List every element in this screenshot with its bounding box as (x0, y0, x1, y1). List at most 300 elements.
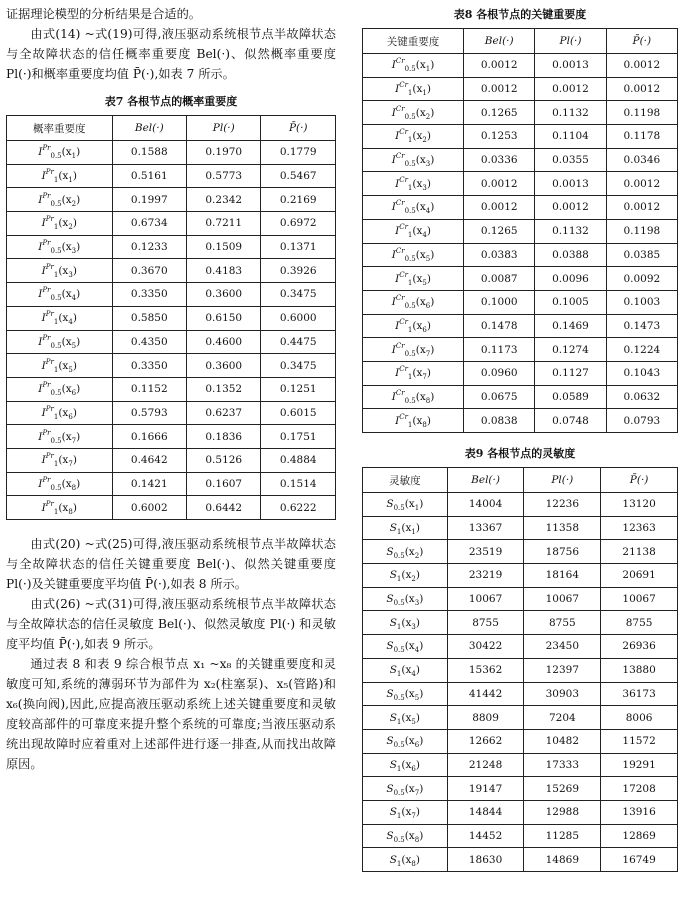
table7-header-cell: Pl(·) (187, 116, 261, 141)
table7-label-arg: (x (61, 146, 72, 159)
table9-label-sym: S (389, 664, 397, 677)
table7-label-sup: Pr (45, 404, 54, 413)
table8-label-close-paren: ) (430, 343, 435, 356)
table8-label-cell (363, 196, 464, 220)
table8-value-cell: 0.0748 (535, 409, 606, 433)
table9-value-cell: 26936 (601, 635, 678, 659)
table7-value-cell: 0.3350 (112, 354, 186, 378)
table7-value-cell: 0.5773 (187, 164, 261, 188)
table7-value-cell: 0.5126 (187, 448, 261, 472)
table8-label-sub: 0.5 (404, 207, 416, 216)
table9-label-argsub: 3 (411, 622, 416, 631)
table9-label-cell (363, 729, 448, 753)
table9-label-sub: 1 (396, 812, 402, 821)
table7-label-argsub: 8 (71, 483, 77, 492)
table7-label-sup: Pr (42, 333, 51, 342)
table7-label-arg: (x (58, 217, 69, 230)
paragraph-1: 证据理论模型的分析结果是合适的。 (6, 7, 201, 21)
table8-value-cell: 0.0385 (606, 243, 677, 267)
table8-label-cell (363, 54, 464, 78)
table8-label-cell (363, 290, 464, 314)
paragraph-4: 由式(26) ~式(31)可得,液压驱动系统根节点半故障状态与全故障状态的信任灵敏度 Bel(·)、似然灵敏度 Pl(·) 和灵敏度平均值 P̄(·),如表 9 所示。 (6, 597, 336, 651)
table7-value-cell: 0.2342 (187, 188, 261, 212)
table8-label-cell (363, 101, 464, 125)
table8-label-sup: Cr (395, 341, 405, 350)
table7-value-cell: 0.3475 (261, 283, 336, 307)
table9-value-cell: 13880 (601, 658, 678, 682)
table7-value-cell: 0.4642 (112, 448, 186, 472)
table8-label-close-paren: ) (430, 248, 435, 261)
table9-value-cell: 21248 (447, 753, 524, 777)
table8-label-close-paren: ) (426, 225, 431, 238)
table8-label-argsub: 8 (422, 420, 427, 429)
table8-label-close-paren: ) (426, 130, 431, 143)
table8-label-sub: 1 (407, 136, 413, 145)
table9-label-close-paren: ) (419, 735, 424, 748)
table7 (6, 115, 336, 520)
table9-value-cell: 7204 (524, 706, 601, 730)
table7-value-cell: 0.6000 (261, 306, 336, 330)
table8-label-arg: (x (415, 248, 426, 261)
table8-label-sup: Cr (399, 175, 408, 184)
table9-label-close-paren: ) (415, 853, 420, 866)
table9-label-cell (363, 848, 448, 872)
table8-value-cell: 0.1132 (535, 101, 606, 125)
table8-row (363, 361, 678, 385)
table8-label-argsub: 1 (425, 65, 431, 74)
table7-value-cell: 0.3475 (261, 354, 336, 378)
table7-value-cell: 0.1251 (261, 377, 336, 401)
table9-value-cell: 30903 (524, 682, 601, 706)
right-column (362, 4, 678, 872)
table8-value-cell: 0.1198 (606, 219, 677, 243)
left-column (6, 4, 336, 774)
table7-label-sup: Pr (45, 168, 54, 177)
table7-value-cell: 0.6972 (261, 212, 336, 236)
table7-label-sub: 1 (53, 223, 59, 232)
table8-label-sub: 1 (407, 278, 413, 287)
table8-label-close-paren: ) (426, 319, 431, 332)
table7-row (7, 306, 336, 330)
table9-label-arg: (x (401, 711, 412, 724)
table7-value-cell: 0.6237 (187, 401, 261, 425)
table8-label-sym: I (391, 390, 396, 403)
table8-value-cell: 0.0012 (464, 196, 535, 220)
table8-value-cell: 0.1274 (535, 338, 606, 362)
table8-label-cell (363, 409, 464, 433)
table7-label-cell (7, 164, 113, 188)
table8-value-cell: 0.1005 (535, 290, 606, 314)
table8-label-close-paren: ) (430, 106, 435, 119)
table7-label-close-paren: ) (76, 193, 81, 206)
table9-row (363, 682, 678, 706)
table9-label-sym: S (389, 711, 397, 724)
table8-value-cell: 0.0012 (464, 77, 535, 101)
table9-value-cell: 8755 (447, 611, 524, 635)
table7-label-cell (7, 283, 113, 307)
table7-row (7, 401, 336, 425)
table7-row (7, 354, 336, 378)
table8-header-cell: P̄(·) (606, 29, 677, 54)
table9-label-sym: S (386, 829, 394, 842)
table9-value-cell: 30422 (447, 635, 524, 659)
table8-label-argsub: 7 (425, 349, 431, 358)
table9-value-cell: 8006 (601, 706, 678, 730)
paragraph-5: 通过表 8 和表 9 综合根节点 x₁ ~x₈ 的关键重要度和灵敏度可知,系统的薄弱环节为部件为 x₂(柱塞泵)、x₅(管路)和 x₆(换向阀),因此,应提高液压驱动系统上述关键重要度和灵敏度较高部件的可靠度来提升整个系统的可靠度;当液压驱动系统出现故障时应着重对上述部件进行逐一排查,从而找出故障原因。 (6, 657, 336, 771)
table9-value-cell: 14844 (447, 800, 524, 824)
table8-row (363, 101, 678, 125)
table8-label-arg: (x (412, 225, 423, 238)
table9-label-sub: 1 (396, 670, 402, 679)
table8-value-cell: 0.1478 (464, 314, 535, 338)
table8-label-sym: I (391, 296, 396, 309)
table9-value-cell: 16749 (601, 848, 678, 872)
table9-value-cell: 36173 (601, 682, 678, 706)
table8-label-sup: Cr (395, 294, 405, 303)
table9-value-cell: 10067 (601, 587, 678, 611)
table8-row (363, 267, 678, 291)
table8-header-cell: 关键重要度 (363, 29, 464, 54)
table7-label-sub: 1 (53, 507, 59, 516)
table8-header-row (363, 29, 678, 54)
table8-row (363, 54, 678, 78)
table8-label-arg: (x (415, 59, 426, 72)
table9-value-cell: 10067 (447, 587, 524, 611)
table9-value-cell: 10482 (524, 729, 601, 753)
table7-label-argsub: 7 (68, 460, 73, 469)
table8-label-sym: I (395, 225, 400, 238)
table9-row (363, 753, 678, 777)
table9-label-arg: (x (404, 498, 415, 511)
table7-value-cell: 0.1352 (187, 377, 261, 401)
table7-value-cell: 0.1233 (112, 235, 186, 259)
table9-value-cell: 23519 (447, 540, 524, 564)
table7-value-cell: 0.1371 (261, 235, 336, 259)
table8-row (363, 409, 678, 433)
table9-value-cell: 8755 (524, 611, 601, 635)
table9-label-cell (363, 777, 448, 801)
table7-value-cell: 0.1751 (261, 425, 336, 449)
table8-label-cell (363, 243, 464, 267)
table7-value-cell: 0.6015 (261, 401, 336, 425)
table8-row (363, 338, 678, 362)
table9-value-cell: 11572 (601, 729, 678, 753)
table8-label-sym: I (395, 414, 400, 427)
table9-label-sub: 1 (396, 528, 402, 537)
table8-label-arg: (x (415, 201, 426, 214)
table7-label-arg: (x (61, 193, 72, 206)
table7-value-cell: 0.5793 (112, 401, 186, 425)
table9-value-cell: 12869 (601, 824, 678, 848)
table8-label-argsub: 8 (425, 396, 431, 405)
table7-label-sym: I (38, 241, 43, 254)
table8-label-argsub: 3 (422, 183, 427, 192)
table9-label-cell (363, 682, 448, 706)
table9-header-cell: 灵敏度 (363, 468, 448, 493)
table7-value-cell: 0.1152 (112, 377, 186, 401)
table9-label-argsub: 8 (414, 835, 420, 844)
table8-row (363, 290, 678, 314)
table9-label-argsub: 7 (411, 812, 416, 821)
table7-label-arg: (x (61, 335, 72, 348)
table8-label-cell (363, 148, 464, 172)
table8-label-arg: (x (412, 177, 423, 190)
table8-label-sub: 0.5 (404, 396, 416, 405)
table7-row (7, 235, 336, 259)
table9-label-argsub: 2 (411, 575, 416, 584)
table7-value-cell: 0.3926 (261, 259, 336, 283)
table8-label-argsub: 6 (425, 302, 431, 311)
table9-header-cell: Pl(·) (524, 468, 601, 493)
table7-label-sub: 1 (53, 318, 59, 327)
table7-label-argsub: 6 (71, 389, 77, 398)
table7-row (7, 188, 336, 212)
table9-label-sub: 0.5 (393, 788, 405, 797)
table8-row (363, 314, 678, 338)
table7-value-cell: 0.7211 (187, 212, 261, 236)
table7-label-sup: Pr (45, 262, 54, 271)
table8-label-cell (363, 125, 464, 149)
table8-value-cell: 0.0012 (535, 77, 606, 101)
table9-label-cell (363, 800, 448, 824)
table9-label-sub: 0.5 (393, 835, 405, 844)
table8-label-sub: 0.5 (404, 349, 416, 358)
table7-label-sup: Pr (42, 381, 51, 390)
table8-value-cell: 0.1178 (606, 125, 677, 149)
table8-value-cell: 0.0960 (464, 361, 535, 385)
table7-value-cell: 0.1970 (187, 141, 261, 165)
table7-label-arg: (x (58, 312, 69, 325)
table9-label-arg: (x (404, 687, 415, 700)
table8-label-argsub: 6 (422, 325, 427, 334)
table9-header-cell: Bel(·) (447, 468, 524, 493)
table7-label-sub: 0.5 (50, 247, 62, 256)
table8-label-argsub: 3 (425, 160, 431, 169)
table9-label-sub: 1 (396, 622, 402, 631)
table8-label-arg: (x (412, 319, 423, 332)
table9-label-arg: (x (401, 853, 412, 866)
table8-value-cell: 0.0355 (535, 148, 606, 172)
table7-header-cell: P̄(·) (261, 116, 336, 141)
table8-label-close-paren: ) (430, 201, 435, 214)
table8-value-cell: 0.1003 (606, 290, 677, 314)
table7-row (7, 164, 336, 188)
table7-value-cell: 0.6002 (112, 496, 186, 520)
table7-label-cell (7, 448, 113, 472)
table8-label-cell (363, 314, 464, 338)
table7-label-sym: I (41, 170, 46, 183)
table7-label-sup: Pr (45, 452, 54, 461)
table7-label-argsub: 8 (68, 507, 73, 516)
table9-label-arg: (x (401, 522, 412, 535)
table9-label-close-paren: ) (415, 664, 420, 677)
table8-label-close-paren: ) (430, 296, 435, 309)
table9-label-close-paren: ) (415, 806, 420, 819)
table7-header-cell: Bel(·) (112, 116, 186, 141)
table8-label-argsub: 2 (422, 136, 427, 145)
table8-label-sup: Cr (395, 388, 405, 397)
table7-label-sym: I (41, 312, 46, 325)
table7-label-cell (7, 188, 113, 212)
table8-value-cell: 0.0013 (535, 172, 606, 196)
table9-label-cell (363, 540, 448, 564)
table7-label-sub: 0.5 (50, 341, 62, 350)
table9-label-cell (363, 706, 448, 730)
table9-label-sub: 1 (396, 859, 402, 868)
table7-label-sym: I (41, 406, 46, 419)
table8-label-sub: 1 (407, 89, 413, 98)
table8-label-sup: Cr (399, 128, 408, 137)
table9-label-argsub: 2 (414, 551, 420, 560)
table9-label-cell (363, 824, 448, 848)
table8-label-argsub: 2 (425, 112, 431, 121)
table9-value-cell: 15362 (447, 658, 524, 682)
table9-value-cell: 12988 (524, 800, 601, 824)
table8-label-sub: 1 (407, 420, 413, 429)
table8-value-cell: 0.0838 (464, 409, 535, 433)
table7-label-argsub: 6 (68, 412, 73, 421)
table8-value-cell: 0.0632 (606, 385, 677, 409)
table7-label-sym: I (38, 430, 43, 443)
table9-row (363, 658, 678, 682)
table9-label-cell (363, 516, 448, 540)
table9-label-sym: S (386, 593, 394, 606)
table9-label-close-paren: ) (415, 616, 420, 629)
table8-value-cell: 0.0013 (535, 54, 606, 78)
table9-value-cell: 18164 (524, 564, 601, 588)
table7-label-arg: (x (58, 501, 69, 514)
table9-label-sym: S (386, 498, 394, 511)
table7-label-sup: Pr (45, 215, 54, 224)
table8-value-cell: 0.0793 (606, 409, 677, 433)
table9-value-cell: 18756 (524, 540, 601, 564)
table9-row (363, 611, 678, 635)
table9-label-argsub: 7 (414, 788, 420, 797)
table7-row (7, 377, 336, 401)
table8-label-cell (363, 267, 464, 291)
table8-label-argsub: 5 (425, 254, 431, 263)
table9-label-close-paren: ) (419, 782, 424, 795)
table8-label-sub: 1 (407, 325, 413, 334)
table7-value-cell: 0.1421 (112, 472, 186, 496)
table8-label-argsub: 4 (425, 207, 431, 216)
table7-row (7, 425, 336, 449)
table8-label-sym: I (395, 319, 400, 332)
table9-value-cell: 8755 (601, 611, 678, 635)
table8 (362, 28, 678, 433)
table7-label-sym: I (41, 359, 46, 372)
table7-label-arg: (x (58, 264, 69, 277)
table8-caption: 表8 各根节点的关键重要度 (453, 8, 587, 21)
table7-label-cell (7, 212, 113, 236)
table7-label-close-paren: ) (76, 335, 81, 348)
table8-label-sup: Cr (395, 57, 405, 66)
table9-label-sym: S (386, 545, 394, 558)
table9-label-arg: (x (404, 782, 415, 795)
table9-label-arg: (x (401, 569, 412, 582)
table7-value-cell: 0.5161 (112, 164, 186, 188)
table8-label-arg: (x (412, 130, 423, 143)
table7-label-close-paren: ) (76, 477, 81, 490)
table7-label-sym: I (41, 217, 46, 230)
table8-label-close-paren: ) (430, 59, 435, 72)
table9-label-argsub: 5 (414, 693, 420, 702)
table8-label-sym: I (391, 106, 396, 119)
table8-label-close-paren: ) (426, 414, 431, 427)
table7-label-arg: (x (61, 383, 72, 396)
table8-label-sup: Cr (399, 81, 408, 90)
table9-value-cell: 21138 (601, 540, 678, 564)
table9-value-cell: 18630 (447, 848, 524, 872)
table7-value-cell: 0.5467 (261, 164, 336, 188)
table7-label-close-paren: ) (76, 146, 81, 159)
table7-label-sym: I (41, 501, 46, 514)
table9-value-cell: 12363 (601, 516, 678, 540)
table7-label-argsub: 4 (71, 294, 77, 303)
table7-value-cell: 0.4350 (112, 330, 186, 354)
table8-row (363, 243, 678, 267)
table8-value-cell: 0.0346 (606, 148, 677, 172)
table9-label-close-paren: ) (415, 758, 420, 771)
table9-label-sym: S (386, 687, 394, 700)
table8-label-sym: I (395, 272, 400, 285)
table8-value-cell: 0.0087 (464, 267, 535, 291)
paragraph-3: 由式(20) ~式(25)可得,液压驱动系统根节点半故障状态与全故障状态的信任关键重要度 Bel(·)、似然关键重要度 Pl(·)及关键重要度平均值 P̄(·),如表 8 所示。 (6, 537, 336, 591)
table8-value-cell: 0.1473 (606, 314, 677, 338)
table8-label-sym: I (395, 130, 400, 143)
table7-value-cell: 0.4884 (261, 448, 336, 472)
table8-row (363, 148, 678, 172)
table8-label-close-paren: ) (430, 154, 435, 167)
table8-header-cell: Bel(·) (464, 29, 535, 54)
table7-label-close-paren: ) (72, 501, 77, 514)
table7-label-close-paren: ) (76, 241, 81, 254)
table7-caption: 表7 各根节点的概率重要度 (104, 95, 238, 108)
table8-value-cell: 0.0012 (606, 77, 677, 101)
table7-value-cell: 0.4475 (261, 330, 336, 354)
table9-value-cell: 19147 (447, 777, 524, 801)
table7-value-cell: 0.1666 (112, 425, 186, 449)
table9-label-cell (363, 658, 448, 682)
table8-value-cell: 0.1265 (464, 219, 535, 243)
table7-label-sup: Pr (42, 475, 51, 484)
table7-value-cell: 0.1514 (261, 472, 336, 496)
table9-value-cell: 17208 (601, 777, 678, 801)
table9-label-sym: S (389, 853, 397, 866)
table8-value-cell: 0.1253 (464, 125, 535, 149)
table9-value-cell: 14869 (524, 848, 601, 872)
table7-label-sub: 1 (53, 460, 59, 469)
table9-row (363, 777, 678, 801)
table9-label-sub: 0.5 (393, 646, 405, 655)
table8-label-arg: (x (415, 296, 426, 309)
table7-label-cell (7, 377, 113, 401)
table8-value-cell: 0.0012 (606, 172, 677, 196)
table7-row (7, 141, 336, 165)
table7-label-sub: 1 (53, 270, 59, 279)
table8-label-cell (363, 338, 464, 362)
table9-value-cell: 8809 (447, 706, 524, 730)
table9-caption: 表9 各根节点的灵敏度 (464, 447, 576, 460)
table7-value-cell: 0.1607 (187, 472, 261, 496)
table7-label-argsub: 2 (71, 199, 77, 208)
table9-label-close-paren: ) (419, 498, 424, 511)
table7-value-cell: 0.2169 (261, 188, 336, 212)
table8-row (363, 219, 678, 243)
table7-label-sub: 1 (53, 176, 59, 185)
table8-label-sup: Cr (399, 223, 408, 232)
table9-label-cell (363, 564, 448, 588)
